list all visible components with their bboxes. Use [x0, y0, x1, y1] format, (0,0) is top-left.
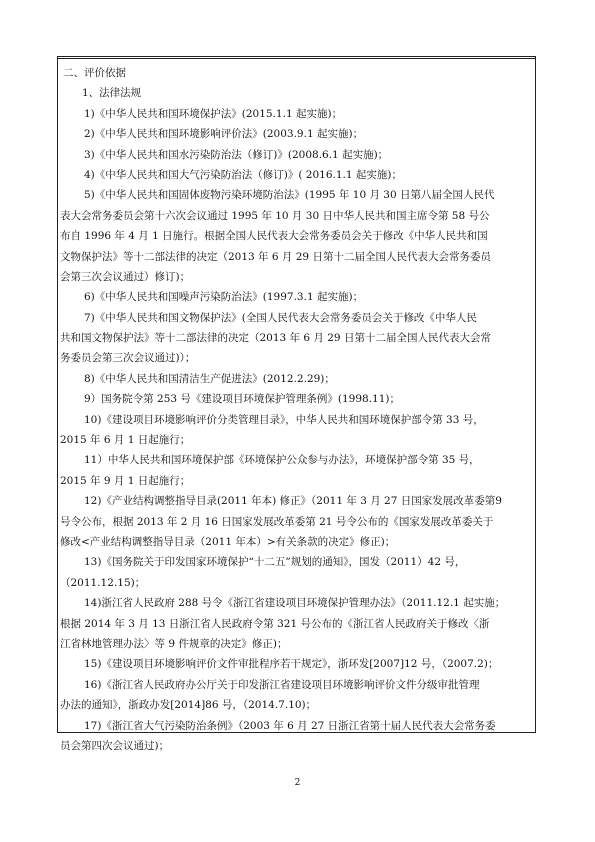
regulation-item-continuation: 表大会常务委员会第十六次会议通过 1995 年 10 月 30 日中华人民共和国主席令第 58 号公: [60, 209, 490, 222]
regulation-item-continuation: 江省林地管理办法〉等 9 件规章的决定》修正)；: [60, 637, 288, 650]
regulation-item-line: 2)《中华人民共和国环境影响评价法》(2003.9.1 起实施)；: [84, 128, 364, 141]
regulation-item: [60, 308, 530, 369]
regulation-item-continuation: 修改<产业结构调整指导目录（2011 年本）>有关条款的决定》修正)；: [60, 535, 396, 548]
document-body: [60, 63, 530, 756]
regulation-item-line: 16)《浙江省人民政府办公厅关于印发浙江省建设项目环境影响评价文件分级审批管理: [84, 678, 480, 691]
regulation-item-line: 10)《建设项目环境影响评价分类管理目录》，中华人民共和国环境保护部令第 33 号，: [84, 413, 484, 426]
regulation-item: [60, 410, 530, 451]
regulation-item: [60, 389, 530, 409]
regulation-item-continuation: 2015 年 9 月 1 日起施行；: [60, 474, 191, 487]
regulation-item: [60, 185, 530, 287]
regulation-item-line: 9）国务院令第 253 号《建设项目环境保护管理条例》(1998.11)；: [84, 393, 401, 406]
regulation-item-continuation: 共和国文物保护法》等十二部法律的决定（2013 年 6 月 29 日第十二届全国人民代表大会常: [60, 332, 491, 345]
regulation-item-continuation: 会第三次会议通过）修订)；: [60, 270, 191, 283]
regulation-item-line: 3)《中华人民共和国水污染防治法（修订)》(2008.6.1 起实施)；: [84, 148, 389, 161]
regulation-item: [60, 450, 530, 491]
page-number: 2: [294, 778, 301, 788]
regulation-item-continuation: 2015 年 6 月 1 日起施行；: [60, 434, 191, 447]
regulation-item-continuation: 号令公布，根据 2013 年 2 月 16 日国家发展改革委第 21 号令公布的《国家发展改革委关于: [60, 515, 494, 528]
regulation-item: [60, 287, 530, 307]
regulation-item: [60, 491, 530, 552]
regulation-item-line: 7)《中华人民共和国文物保护法》(全国人民代表大会常务委员会关于修改《中华人民: [84, 311, 477, 324]
regulation-item-line: 12)《产业结构调整指导目录(2011 年本) 修正》（2011 年 3 月 27 日国家发展改革委第9: [84, 495, 502, 508]
frame-top-double-rule: [57, 56, 536, 59]
regulation-item-line: 8)《中华人民共和国清洁生产促进法》(2012.2.29)；: [84, 372, 335, 385]
regulation-item: [60, 552, 530, 593]
regulation-item-line: 4)《中华人民共和国大气污染防治法（修订)》( 2016.1.1 起实施)；: [84, 168, 402, 181]
regulation-item: [60, 593, 530, 654]
regulation-item-line: 11）中华人民共和国环境保护部《环境保护公众参与办法》，环境保护部令第 35 号，: [84, 454, 480, 467]
regulation-item-line: 6)《中华人民共和国噪声污染防治法》(1997.3.1 起实施)；: [84, 291, 364, 304]
regulation-item: [60, 369, 530, 389]
regulation-item-continuation: 文物保护法》等十二部法律的决定（2013 年 6 月 29 日第十二届全国人民代表大会常务委员: [60, 250, 491, 263]
regulation-item-continuation: 员会第四次会议通过)；: [60, 739, 170, 752]
regulation-item-continuation: 务委员会第三次会议通过)）；: [60, 352, 196, 365]
regulation-item-line: 13)《国务院关于印发国家环境保护“十二五”规划的通知》，国发（2011）42 号，: [84, 556, 466, 569]
regulation-item-line: 5)《中华人民共和国固体废物污染环境防治法》(1995 年 10 月 30 日第八届全国人民代: [84, 189, 495, 202]
section-title: 二、评价依据: [63, 67, 126, 79]
regulation-item: [60, 716, 530, 757]
regulation-item: [60, 104, 530, 124]
regulation-item: [60, 165, 530, 185]
regulation-item-line: 17)《浙江省大气污染防治条例》（2003 年 6 月 27 日浙江省第十届人民代表大会常务委: [84, 719, 496, 732]
regulation-item-line: 1)《中华人民共和国环境保护法》(2015.1.1 起实施)；: [84, 107, 343, 120]
regulation-item: [60, 124, 530, 144]
regulation-item-continuation: 根据 2014 年 3 月 13 日浙江省人民政府令第 321 号公布的《浙江省人民政府关于修改〈浙: [60, 617, 490, 630]
regulation-item-line: 15)《建设项目环境影响评价文件审批程序若干规定》，浙环发[2007]12 号，（2007.2)；: [84, 658, 499, 671]
regulation-item-continuation: 布自 1996 年 4 月 1 日施行。根据全国人民代表大会常务委员会关于修改《中华人民共和国: [60, 230, 488, 243]
regulation-list: [60, 104, 530, 757]
regulation-item: [60, 675, 530, 716]
regulation-item-line: 14)浙江省人民政府 288 号令《浙江省建设项目环境保护管理办法》（2011.12.1 起实施；: [84, 597, 506, 610]
regulation-item-continuation: 办法的通知》，浙政办发[2014]86 号，（2014.7.10)；: [60, 699, 317, 712]
regulation-item-continuation: （2011.12.15)；: [60, 576, 146, 589]
regulation-item: [60, 145, 530, 165]
subsection-title: 1、法律法规: [82, 87, 142, 100]
regulation-item: [60, 654, 530, 674]
